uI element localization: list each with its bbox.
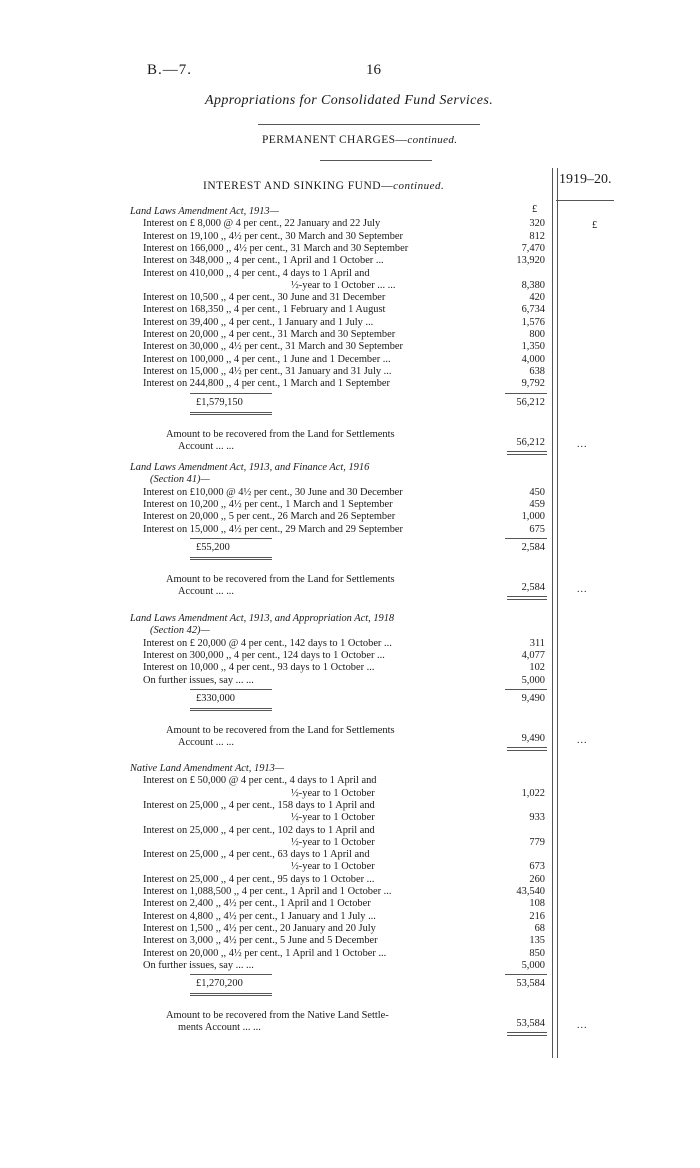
block1-row-amount: 320 bbox=[529, 218, 545, 230]
block1-row-text: Interest on 348,000 ,, 4 per cent., 1 April and 1 October ... bbox=[143, 255, 384, 267]
block1-row-text: Interest on 410,000 ,, 4 per cent., 4 days to 1 April and bbox=[143, 267, 370, 279]
column-divider-right bbox=[557, 168, 558, 1058]
block4-row-text: Interest on 4,800 ,, 4½ per cent., 1 January and 1 July ... bbox=[143, 910, 376, 922]
block1-prior-year-amount: ... bbox=[577, 438, 588, 450]
block4-recover-rule-2 bbox=[507, 1035, 547, 1036]
block2-row-text: Interest on 15,000 ,, 4½ per cent., 29 March and 29 September bbox=[143, 523, 403, 535]
block3-principal-double-rule-1 bbox=[190, 708, 272, 709]
pound-sign-col1: £ bbox=[532, 204, 538, 215]
block4-row-text: Interest on 20,000 ,, 4½ per cent., 1 April and 1 October ... bbox=[143, 947, 387, 959]
block2-recover-amount: 2,584 bbox=[521, 582, 545, 594]
report-reference: B.—7. bbox=[147, 62, 193, 78]
page-title: Appropriations for Consolidated Fund Services. bbox=[205, 93, 494, 108]
block2-total-amount: 2,584 bbox=[521, 541, 545, 553]
block3-amount-rule bbox=[505, 689, 547, 690]
block4-principal-rule bbox=[190, 974, 272, 975]
block2-recover-rule-1 bbox=[507, 596, 547, 597]
block4-row-amount: 43,540 bbox=[516, 886, 545, 897]
block3-principal-double-rule-2 bbox=[190, 710, 272, 711]
block3-recover-line1: Amount to be recovered from the Land for Settlements bbox=[166, 724, 395, 736]
block4-row-text: Interest on 2,400 ,, 4½ per cent., 1 April and 1 October bbox=[143, 898, 371, 910]
block3-heading: Land Laws Amendment Act, 1913, and Appropriation Act, 1918 bbox=[130, 613, 395, 624]
block4-row-amount: 68 bbox=[534, 922, 545, 934]
block4-row-amount: 216 bbox=[529, 910, 545, 922]
block2-heading: Land Laws Amendment Act, 1913, and Finance Act, 1916 bbox=[130, 462, 370, 473]
block4-row-text: On further issues, say ... ... bbox=[143, 959, 254, 971]
block1-row-text: Interest on 39,400 ,, 4 per cent., 1 January and 1 July ... bbox=[143, 316, 374, 328]
block4-row-text: ½-year to 1 October bbox=[291, 861, 375, 873]
section-continued: continued. bbox=[393, 180, 445, 192]
block3-row-amount: 4,077 bbox=[521, 649, 545, 661]
block4-row-text: ½-year to 1 October bbox=[291, 787, 375, 799]
block4-row-amount: 779 bbox=[529, 836, 545, 848]
block2-principal-rule bbox=[190, 538, 272, 539]
block2-row-amount: 1,000 bbox=[521, 511, 545, 523]
section-main: INTEREST AND SINKING FUND— bbox=[203, 180, 394, 192]
block2-row-text: Interest on £10,000 @ 4½ per cent., 30 June and 30 December bbox=[143, 486, 403, 498]
block2-recover-line1: Amount to be recovered from the Land for Settlements bbox=[166, 573, 395, 585]
block4-row-amount: 933 bbox=[529, 812, 545, 824]
block1-row-amount: 13,920 bbox=[516, 255, 545, 267]
block4-row-amount: 135 bbox=[529, 935, 545, 947]
block1-row-text: ½-year to 1 October ... ... bbox=[291, 279, 396, 291]
block4-row-amount: 260 bbox=[529, 873, 545, 885]
block1-recover-rule-1 bbox=[507, 451, 547, 452]
block4-principal-double-rule-1 bbox=[190, 993, 272, 994]
page-number: 16 bbox=[366, 62, 381, 78]
block3-row-amount: 311 bbox=[529, 637, 545, 649]
pound-sign-col2: £ bbox=[592, 220, 598, 231]
block1-recover-rule-2 bbox=[507, 454, 547, 455]
block3-row-amount: 5,000 bbox=[521, 674, 545, 686]
block1-row-amount: 1,576 bbox=[521, 316, 545, 328]
block4-recover-line1: Amount to be recovered from the Native Land Settle- bbox=[166, 1010, 389, 1022]
block4-row-text: Interest on 25,000 ,, 4 per cent., 63 days to 1 April and bbox=[143, 849, 370, 861]
block1-row-amount: 6,734 bbox=[521, 304, 545, 316]
block3-recover-line2: Account ... ... bbox=[178, 737, 234, 749]
block4-prior-year-amount: ... bbox=[577, 1020, 588, 1032]
block1-row-text: Interest on 100,000 ,, 4 per cent., 1 June and 1 December ... bbox=[143, 353, 391, 365]
block4-row-amount: 850 bbox=[529, 947, 545, 959]
block1-row-amount: 1,350 bbox=[521, 341, 545, 353]
block3-row-text: Interest on £ 20,000 @ 4 per cent., 142 days to 1 October ... bbox=[143, 637, 392, 649]
block1-row-amount: 638 bbox=[529, 365, 545, 377]
block2-total-principal: £55,200 bbox=[196, 541, 230, 553]
block1-heading: Land Laws Amendment Act, 1913— bbox=[130, 206, 279, 217]
block3-prior-year-amount: ... bbox=[577, 735, 588, 747]
block4-row-text: Interest on 25,000 ,, 4 per cent., 158 days to 1 April and bbox=[143, 799, 375, 811]
block4-heading: Native Land Amendment Act, 1913— bbox=[130, 763, 285, 774]
block2-row-amount: 450 bbox=[529, 486, 545, 498]
block4-row-amount: 5,000 bbox=[521, 959, 545, 971]
block2-row-text: Interest on 20,000 ,, 5 per cent., 26 March and 26 September bbox=[143, 511, 396, 523]
block3-heading-section: (Section 42)— bbox=[150, 625, 210, 637]
block1-row-text: Interest on 10,500 ,, 4 per cent., 30 June and 31 December bbox=[143, 292, 386, 304]
block2-principal-double-rule-1 bbox=[190, 557, 272, 558]
block1-row-text: Interest on 244,800 ,, 4 per cent., 1 March and 1 September bbox=[143, 378, 390, 390]
block1-amount-rule bbox=[505, 393, 547, 394]
block4-row-text: Interest on 25,000 ,, 4 per cent., 95 days to 1 October ... bbox=[143, 873, 375, 885]
block2-principal-double-rule-2 bbox=[190, 559, 272, 560]
block4-row-text: Interest on 1,088,500 ,, 4 per cent., 1 April and 1 October ... bbox=[143, 886, 392, 897]
column-divider-left bbox=[552, 168, 553, 1058]
block1-row-amount: 9,792 bbox=[521, 378, 545, 390]
subtitle-main: PERMANENT CHARGES— bbox=[262, 134, 408, 146]
block4-principal-double-rule-2 bbox=[190, 995, 272, 996]
block3-recover-amount: 9,490 bbox=[521, 733, 545, 745]
block4-row-text: Interest on 3,000 ,, 4½ per cent., 5 June and 5 December bbox=[143, 935, 378, 947]
block2-recover-rule-2 bbox=[507, 599, 547, 600]
block4-recover-rule-1 bbox=[507, 1032, 547, 1033]
block1-recover-line2: Account ... ... bbox=[178, 440, 234, 452]
block4-recover-line2: ments Account ... ... bbox=[178, 1022, 261, 1034]
block1-recover-amount: 56,212 bbox=[516, 436, 545, 448]
section-heading bbox=[203, 180, 444, 192]
block4-recover-amount: 53,584 bbox=[516, 1018, 545, 1030]
year-rule bbox=[556, 200, 614, 201]
block2-row-amount: 459 bbox=[529, 498, 545, 510]
block1-principal-double-rule-2 bbox=[190, 414, 272, 415]
year-column-heading: 1919–20. bbox=[559, 172, 612, 187]
block4-total-principal: £1,270,200 bbox=[196, 978, 243, 990]
block2-amount-rule bbox=[505, 538, 547, 539]
block4-row-text: ½-year to 1 October bbox=[291, 836, 375, 848]
block1-row-amount: 7,470 bbox=[521, 242, 545, 254]
block2-recover-line2: Account ... ... bbox=[178, 586, 234, 598]
block3-row-text: Interest on 10,000 ,, 4 per cent., 93 days to 1 October ... bbox=[143, 662, 375, 674]
block1-total-amount: 56,212 bbox=[516, 396, 545, 408]
block1-row-text: Interest on 30,000 ,, 4½ per cent., 31 March and 30 September bbox=[143, 341, 403, 353]
block1-row-amount: 8,380 bbox=[521, 279, 545, 291]
block1-row-amount: 420 bbox=[529, 292, 545, 304]
subtitle-continued: continued. bbox=[407, 134, 458, 146]
block3-recover-rule-2 bbox=[507, 750, 547, 751]
block1-principal-double-rule-1 bbox=[190, 412, 272, 413]
subtitle-rule bbox=[320, 160, 432, 161]
block1-row-text: Interest on 20,000 ,, 4 per cent., 31 March and 30 September bbox=[143, 329, 396, 340]
block3-recover-rule-1 bbox=[507, 747, 547, 748]
block3-principal-rule bbox=[190, 689, 272, 690]
block4-row-text: Interest on 25,000 ,, 4 per cent., 102 days to 1 April and bbox=[143, 824, 375, 836]
block1-row-amount: 800 bbox=[529, 329, 545, 340]
block2-heading-section: (Section 41)— bbox=[150, 474, 210, 486]
block3-row-text: On further issues, say ... ... bbox=[143, 674, 254, 686]
block1-total-principal: £1,579,150 bbox=[196, 396, 243, 408]
title-rule bbox=[258, 124, 480, 125]
block2-row-text: Interest on 10,200 ,, 4½ per cent., 1 March and 1 September bbox=[143, 498, 393, 510]
block4-row-amount: 108 bbox=[529, 898, 545, 910]
block1-principal-rule bbox=[190, 393, 272, 394]
block3-total-amount: 9,490 bbox=[521, 692, 545, 704]
block2-prior-year-amount: ... bbox=[577, 584, 588, 596]
block4-total-amount: 53,584 bbox=[516, 978, 545, 990]
block3-row-amount: 102 bbox=[529, 662, 545, 674]
block4-row-text: Interest on £ 50,000 @ 4 per cent., 4 days to 1 April and bbox=[143, 775, 377, 787]
block1-row-amount: 812 bbox=[529, 230, 545, 242]
block1-row-text: Interest on 19,100 ,, 4½ per cent., 30 March and 30 September bbox=[143, 230, 403, 242]
block4-amount-rule bbox=[505, 974, 547, 975]
block1-row-text: Interest on 166,000 ,, 4½ per cent., 31 March and 30 September bbox=[143, 242, 409, 254]
block4-row-text: Interest on 1,500 ,, 4½ per cent., 20 January and 20 July bbox=[143, 922, 376, 934]
block1-row-text: Interest on 168,350 ,, 4 per cent., 1 February and 1 August bbox=[143, 304, 386, 316]
block4-row-amount: 673 bbox=[529, 861, 545, 873]
block2-row-amount: 675 bbox=[529, 523, 545, 535]
block1-row-text: Interest on 15,000 ,, 4½ per cent., 31 January and 31 July ... bbox=[143, 365, 392, 377]
block3-total-principal: £330,000 bbox=[196, 692, 235, 704]
block1-row-amount: 4,000 bbox=[521, 353, 545, 365]
block3-row-text: Interest on 300,000 ,, 4 per cent., 124 days to 1 October ... bbox=[143, 649, 385, 661]
block1-row-text: Interest on £ 8,000 @ 4 per cent., 22 January and 22 July bbox=[143, 218, 381, 230]
page-subtitle bbox=[262, 134, 457, 146]
block1-recover-line1: Amount to be recovered from the Land for Settlements bbox=[166, 428, 395, 440]
block4-row-text: ½-year to 1 October bbox=[291, 812, 375, 824]
block4-row-amount: 1,022 bbox=[521, 787, 545, 799]
